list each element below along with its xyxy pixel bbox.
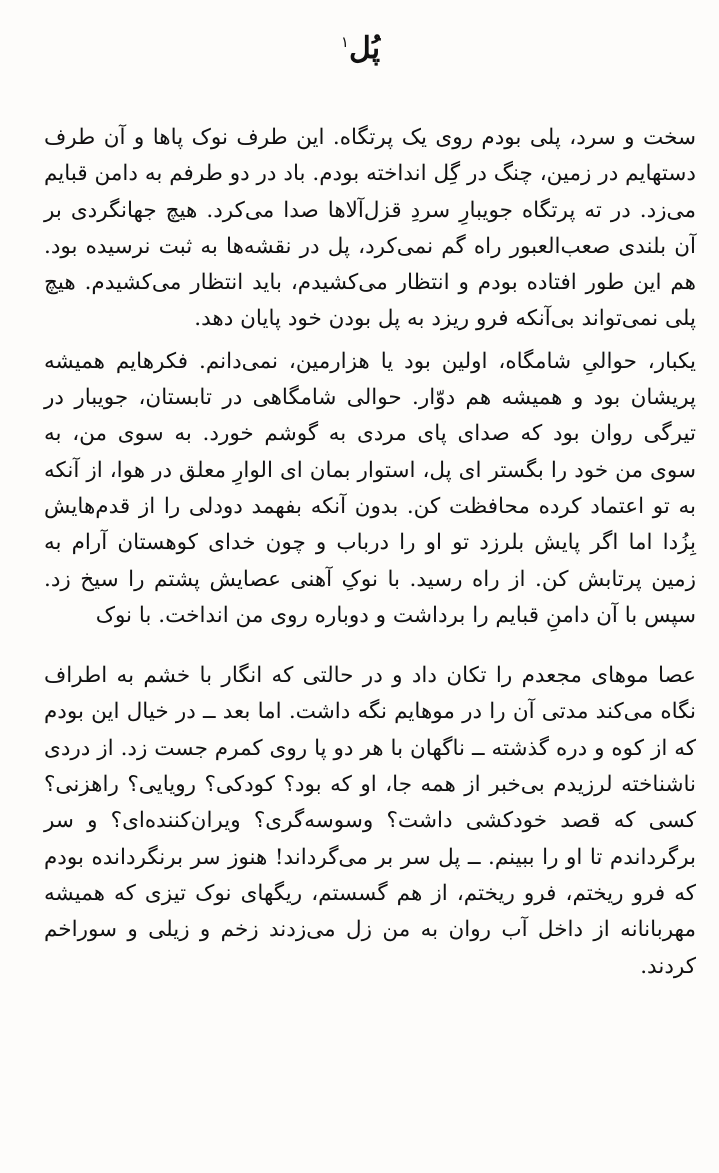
paragraph-1: سخت و سرد، پلی بودم روی یک پرتگاه. این طرف نوک پاها و آن طرف دستهایم در زمین، چنگ در گِل انداخته بودم. باد در دو طرفم به دامن قبایم می‌زد. در ته پرتگاه جویبارِ سردِ قزل‌آلاها صدا می‌کرد. هیچ جهانگردی بر آن بلندی صعب‌العبور راه گم نمی‌کرد، پل در نقشه‌ها به ثبت نرسیده بود. هم این طور افتاده بودم و انتظار می‌کشیدم، باید انتظار می‌کشیدم. هیچ پلی نمی‌تواند بی‌آنکه فرو ریزد به پل بودن خود پایان دهد. [44,125,696,332]
paragraph-3: عصا موهای مجعدم را تکان داد و در حالتی که انگار با خشم به اطراف نگاه می‌کند مدتی آن را در موهایم نگه داشت. اما بعد ــ در خیال این بودم که از کوه و دره گذشته ــ ناگهان با هر دو پا روی کمرم جست زد. از دردی ناشناخته لرزیدم بی‌خبر از همه جا، او که بود؟ کودکی؟ رویایی؟ راهزنی؟ کسی که قصد خودکشی داشت؟ وسوسه‌گری؟ ویران‌کننده‌ای؟ و سر برگرداندم تا او را ببینم. ــ پل سر بر می‌گرداند! هنوز سر برنگردانده بودم که فرو ریختم، فرو ریختم، از هم گسستم، ریگهای نوک تیزی که همیشه مهربانانه از داخل آب روان به من زل می‌زدند زخم و زیلی و سوراخم کردند. [44,663,696,979]
page-body [44,120,696,985]
page-title [0,22,719,69]
title-text: پُل [348,31,381,66]
paragraph-2: یکبار، حوالیِ شامگاه، اولین بود یا هزارمین، نمی‌دانم. فکرهایم همیشه پریشان بود و همیشه هم دوّار. حوالی شامگاهی در تابستان، جویبار در تیرگی روان بود که صدای پای مردی به گوشم خورد. به سوی من، به سوی من خود را بگستر ای پل، استوار بمان ای الوارِ معلق در هوا، از آنکه به تو اعتماد کرده محافظت کن. بدون آنکه بفهمد دودلی را از قدم‌هایش بِزُدا اما اگر پایش بلرزد تو او را درباب و چون خدای کوهستان آرام به زمین پرتابش کن. از راه رسید. با نوکِ آهنی عصایش پشتم را سیخ زد. سپس با آن دامنِ قبایم را برداشت و دوباره روی من انداخت. با نوک [44,348,696,628]
footnote-mark: ۱ [340,33,349,51]
